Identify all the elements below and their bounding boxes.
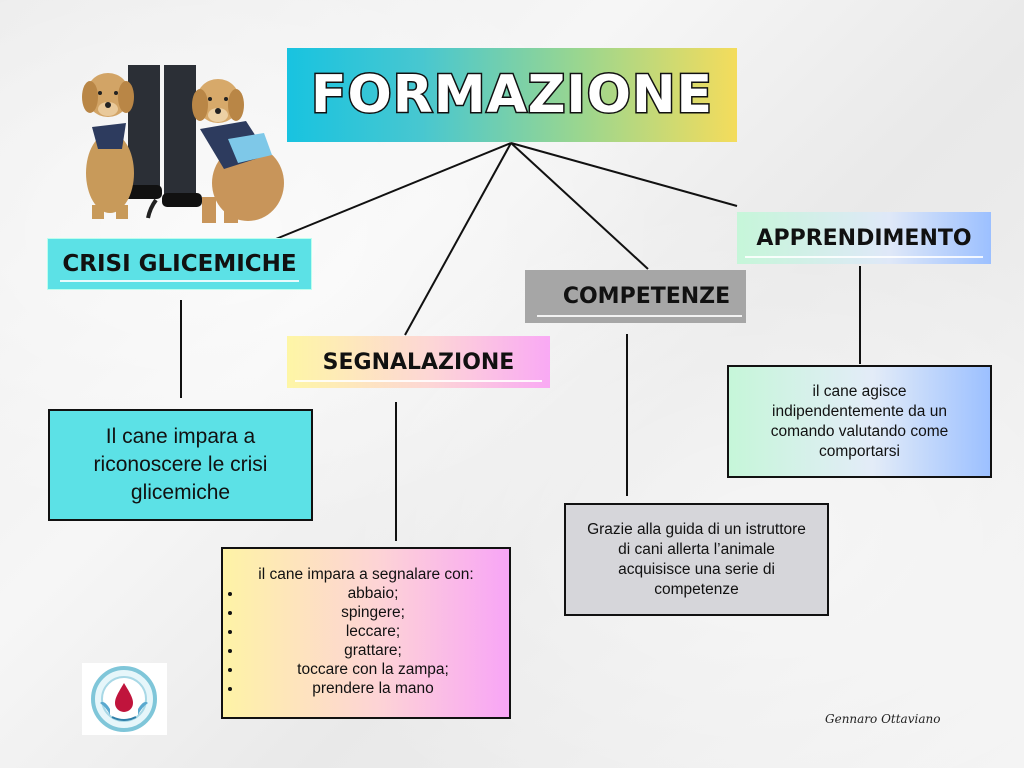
node-underline — [745, 256, 983, 258]
box-segnalazione — [221, 547, 511, 719]
box-crisi-glicemiche-text: Il cane impara a riconoscere le crisi glicemiche — [93, 425, 268, 504]
page-title: FORMAZIONE — [310, 65, 714, 125]
node-competenze-label: COMPETENZE — [562, 284, 731, 309]
box-apprendimento-text: il cane agisce indipendentemente da un comando valutando come comportarsi — [770, 382, 949, 460]
box-apprendimento — [727, 365, 992, 478]
association-logo — [82, 663, 167, 735]
box-crisi-glicemiche — [48, 409, 313, 521]
node-segnalazione-label: SEGNALAZIONE — [322, 349, 515, 375]
segnalazione-list — [229, 584, 503, 698]
list-item: • prendere la mano — [243, 679, 503, 698]
list-item: • toccare con la zampa; — [243, 660, 503, 679]
node-crisi-glicemiche — [47, 238, 312, 290]
list-item: • grattare; — [243, 641, 503, 660]
box-competenze-text: Grazie alla guida di un istruttore di cani allerta l’animale acquisisce una serie di competenze — [587, 520, 806, 598]
list-item: • leccare; — [243, 622, 503, 641]
node-apprendimento — [737, 212, 991, 264]
dogs-photo — [78, 65, 288, 227]
list-item: • spingere; — [243, 603, 503, 622]
node-underline — [295, 380, 542, 382]
node-segnalazione — [287, 336, 550, 388]
box-competenze — [564, 503, 829, 616]
node-crisi-glicemiche-label: CRISI GLICEMICHE — [62, 251, 297, 277]
node-underline — [60, 280, 299, 282]
node-underline — [537, 315, 742, 317]
author-signature: Gennaro Ottaviano — [825, 712, 941, 726]
list-item: • abbaio; — [243, 584, 503, 603]
box-segnalazione-intro: il cane impara a segnalare con: — [258, 566, 474, 583]
node-competenze — [525, 270, 746, 323]
node-apprendimento-label: APPRENDIMENTO — [756, 225, 972, 251]
connector-title-segnalazione — [405, 143, 511, 335]
connector-title-crisi — [266, 143, 511, 243]
title-banner — [287, 48, 737, 142]
